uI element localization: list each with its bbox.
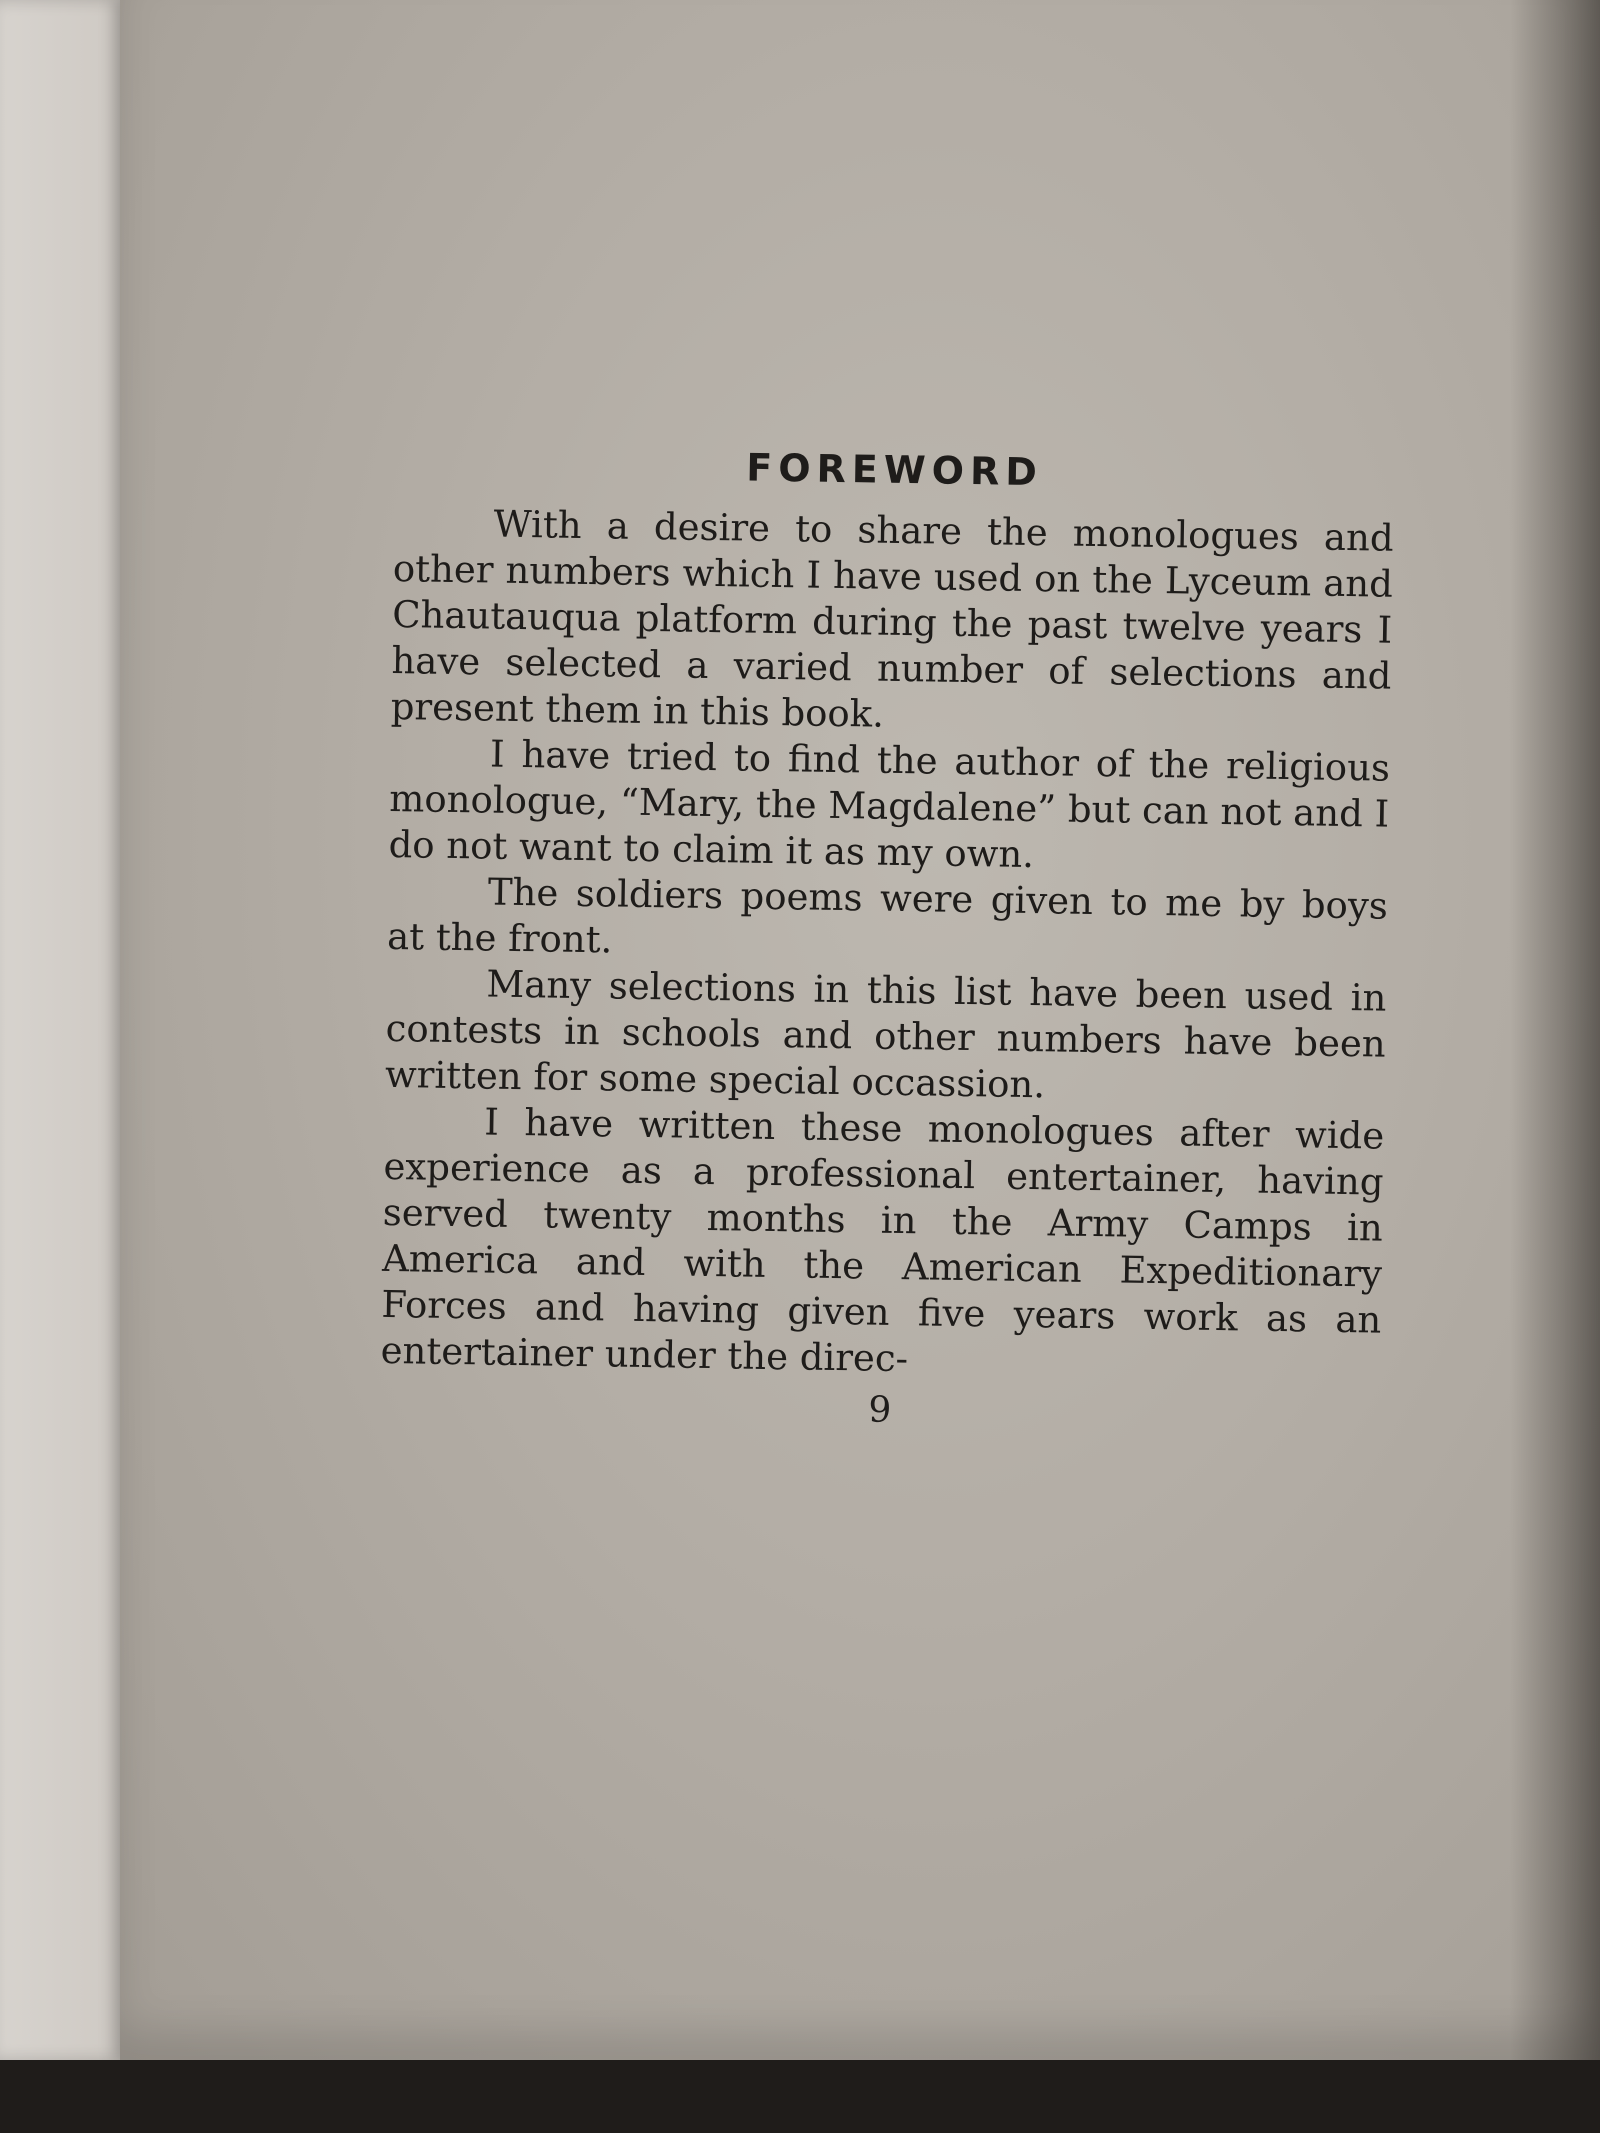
paragraph: With a desire to share the monologues and other numbers which I have used on the Lyceum and Chautauqua platform during the past twelve years I have selected a varied number of selections and present them in this book. — [390, 502, 1394, 736]
paragraph: The soldiers poems were given to me by boys at the front. — [386, 870, 1389, 962]
page-shadow — [1510, 0, 1600, 2133]
page-text — [380, 440, 1395, 1439]
page-number: 9 — [868, 1389, 892, 1431]
paragraph: I have tried to find the author of the religious monologue, “Mary, the Magdalene” but can not and I do not want to claim it as my own. — [388, 732, 1391, 877]
page-heading: FOREWORD — [745, 445, 1044, 495]
paragraph: I have written these monologues after wide experience as a professional entertainer, having served twenty months in the Army Camps in America and with the American Expeditionary Forces and having given five years work as an entertainer under the direc- — [380, 1100, 1385, 1381]
table-surface — [0, 2060, 1600, 2133]
paragraph: Many selections in this list have been used in contests in schools and other numbers have been written for some special occassion. — [384, 962, 1387, 1107]
